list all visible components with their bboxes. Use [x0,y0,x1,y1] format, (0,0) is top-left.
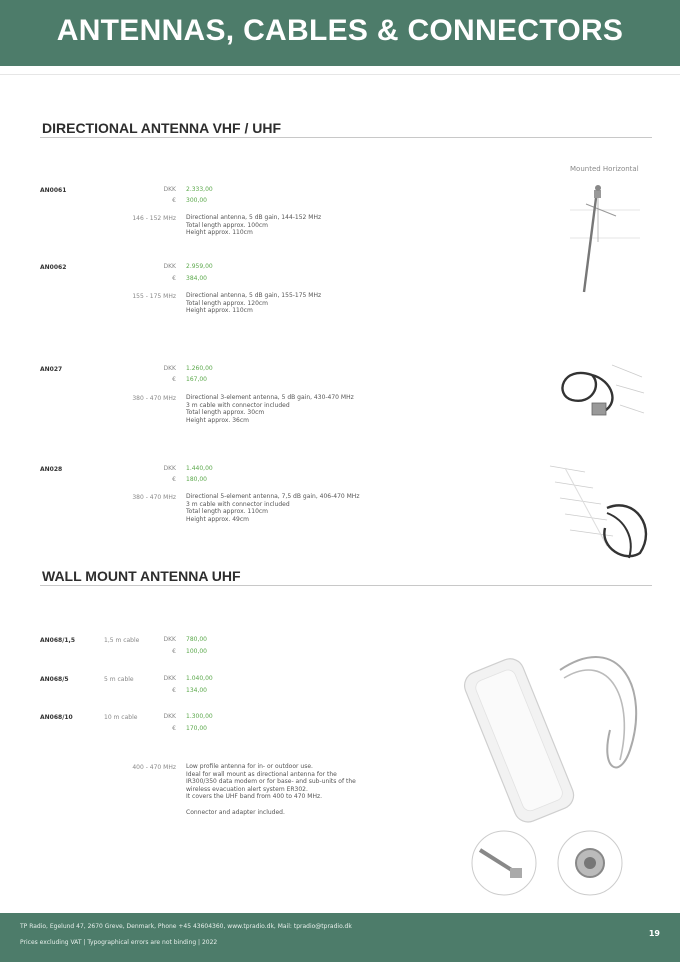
product-description: Directional 3-element antenna, 5 dB gain, 430-470 MHz 3 m cable with connector included Total length approx. 30cm Height approx. 36cm [186,394,354,424]
price-dkk: 1.300,00 [186,713,213,720]
price-dkk: 780,00 [186,636,207,643]
yagi-antenna-image [560,180,650,300]
product-code: AN068/1,5 [40,637,76,644]
frequency-range: 400 - 470 MHz [132,764,176,771]
page-title: ANTENNAS, CABLES & CONNECTORS [56,14,624,47]
price-eur: 170,00 [186,725,207,732]
currency-label: € [172,376,176,383]
footer-contact: TP Radio, Egelund 47, 2670 Greve, Denmark, Phone +45 43604360, www.tpradio.dk, Mail: tpradio@tpradio.dk [20,923,352,930]
page-footer [0,913,680,962]
currency-label: DKK [163,713,176,720]
price-dkk: 1.040,00 [186,675,213,682]
currency-label: DKK [163,465,176,472]
currency-label: DKK [163,675,176,682]
currency-label: € [172,687,176,694]
section-divider-wall-mount [40,585,652,586]
product-description: Low profile antenna for in- or outdoor use. Ideal for wall mount as directional antenna for the IR300/350 data modem or for base- and sub-units of the wireless evacuation alert system ER302. It covers the UHF band from 400 to 470 MHz. Connector and adapter included. [186,763,356,816]
cable-length: 1,5 m cable [104,637,140,644]
frequency-range: 146 - 152 MHz [132,215,176,222]
product-code: AN027 [40,366,63,373]
currency-label: € [172,197,176,204]
currency-label: € [172,648,176,655]
product-code: AN068/10 [40,714,73,721]
frequency-range: 380 - 470 MHz [132,395,176,402]
mount-note: Mounted Horizontal [570,165,639,173]
cable-length: 5 m cable [104,676,134,683]
section-title-wall-mount: WALL MOUNT ANTENNA UHF [42,568,241,584]
product-description: Directional antenna, 5 dB gain, 155-175 MHz Total length approx. 120cm Height approx. 110cm [186,292,322,315]
price-eur: 300,00 [186,197,207,204]
currency-label: € [172,476,176,483]
price-dkk: 2.959,00 [186,263,213,270]
price-eur: 100,00 [186,648,207,655]
header-divider [0,74,680,75]
price-dkk: 2.333,00 [186,186,213,193]
currency-label: DKK [163,365,176,372]
wall-antenna-image [460,630,655,905]
3-element-antenna-image [552,355,652,430]
currency-label: € [172,725,176,732]
currency-label: DKK [163,263,176,270]
footer-disclaimer: Prices excluding VAT | Typographical errors are not binding | 2022 [20,939,218,946]
section-divider-directional [40,137,652,138]
price-dkk: 1.260,00 [186,365,213,372]
section-title-directional: DIRECTIONAL ANTENNA VHF / UHF [42,120,282,136]
product-description: Directional 5-element antenna, 7,5 dB gain, 406-470 MHz 3 m cable with connector included Total length approx. 110cm Height approx. 49cm [186,493,360,523]
product-code: AN0062 [40,264,67,271]
price-eur: 180,00 [186,476,207,483]
currency-label: DKK [163,636,176,643]
cable-length: 10 m cable [104,714,138,721]
page-number: 19 [648,929,660,938]
product-code: AN068/5 [40,676,69,683]
frequency-range: 380 - 470 MHz [132,494,176,501]
frequency-range: 155 - 175 MHz [132,293,176,300]
price-eur: 134,00 [186,687,207,694]
currency-label: € [172,275,176,282]
product-code: AN028 [40,466,63,473]
price-eur: 384,00 [186,275,207,282]
page-header [0,0,680,66]
currency-label: DKK [163,186,176,193]
5-element-antenna-image [545,458,655,563]
product-code: AN0061 [40,187,67,194]
price-eur: 167,00 [186,376,207,383]
product-description: Directional antenna, 5 dB gain, 144-152 MHz Total length approx. 100cm Height approx. 110cm [186,214,322,237]
price-dkk: 1.440,00 [186,465,213,472]
